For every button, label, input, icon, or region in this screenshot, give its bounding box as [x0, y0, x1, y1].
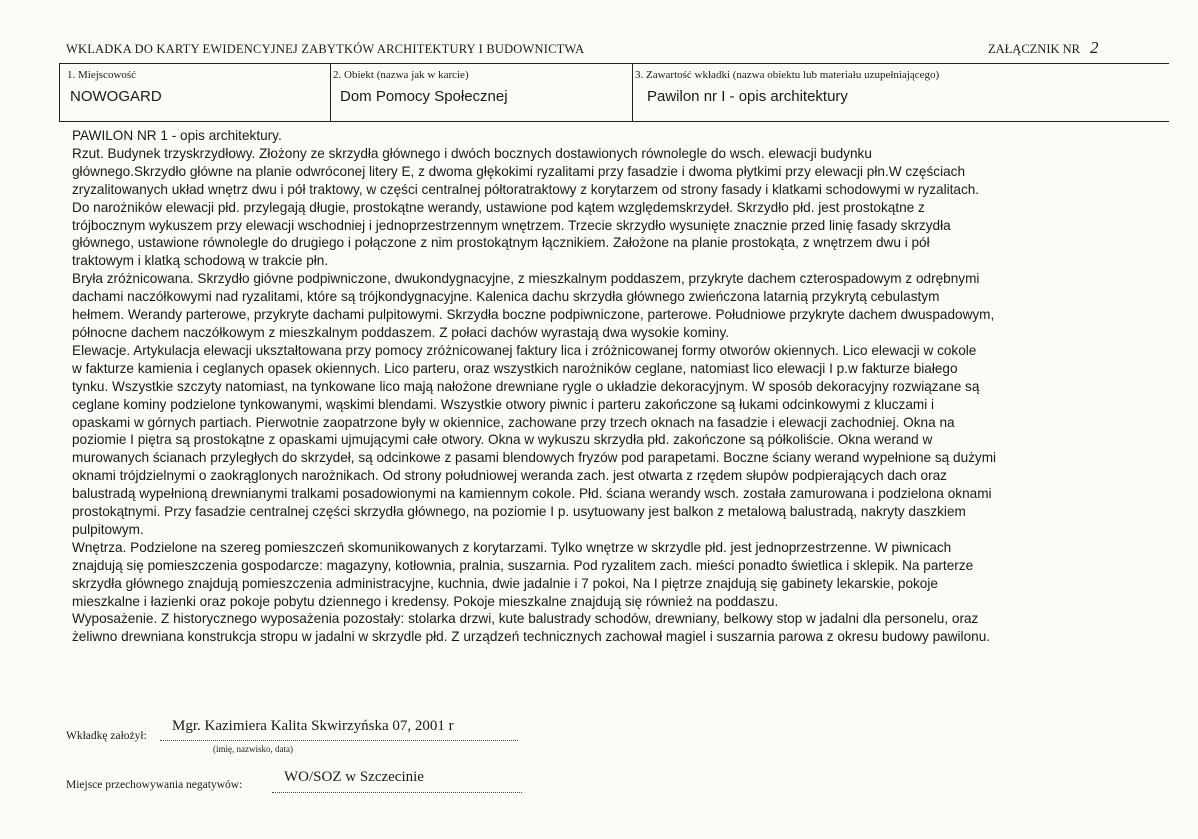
column-divider — [330, 63, 331, 121]
document-title: WKLADKA DO KARTY EWIDENCYJNEJ ZABYTKÓW ARCHITEKTURY I BUDOWNICTWA — [66, 42, 585, 56]
table-bottom-border — [59, 121, 1169, 122]
object-value: Dom Pomocy Społecznej — [340, 88, 508, 105]
negatives-value: WO/SOZ w Szczecinie — [284, 769, 424, 785]
place-label: 1. Miejscowość — [67, 69, 137, 81]
annex-number: 2 — [1090, 38, 1099, 57]
place-value: NOWOGARD — [70, 88, 162, 105]
column-divider — [59, 63, 60, 121]
negatives-dotted-line — [272, 792, 522, 793]
author-value: Mgr. Kazimiera Kalita Skwirzyńska 07, 2001 r — [172, 718, 454, 734]
object-label: 2. Obiekt (nazwa jak w karcie) — [333, 69, 469, 81]
annex-label: ZAŁĄCZNIK NR — [988, 42, 1081, 56]
column-divider — [632, 63, 633, 121]
author-dotted-line — [160, 740, 518, 741]
author-hint: (imię, nazwisko, data) — [213, 744, 293, 754]
content-label: 3. Zawartość wkładki (nazwa obiektu lub materiału uzupełniającego) — [635, 69, 940, 81]
content-value: Pawilon nr I - opis architektury — [647, 88, 848, 105]
table-top-border — [59, 63, 1169, 64]
author-label: Wkładkę założył: — [66, 730, 147, 742]
negatives-label: Miejsce przechowywania negatywów: — [66, 779, 243, 791]
annex-marker — [988, 38, 1099, 58]
architecture-description: PAWILON NR 1 - opis architektury. Rzut. Budynek trzyskrzydłowy. Złożony ze skrzydła głównego i dwóch bocznych dostawionych równolegle do wsch. elewacji budynku głównego.Skrzydło główne na planie odwróconej litery E, z dwoma głękokimi ryzalitami przy fasadzie i dwoma płytkimi przy elewacji płn.W częściach zryzalitowanych układ wnętrz dwu i pół traktowy, w części centralnej półtoratraktowy z korytarzem od strony fasady i klatkami schodowymi w ryzalitach. Do narożników elewacji płd. przylegają długie, prostokątne werandy, ustawione pod kątem względemskrzydeł. Skrzydło płd. jest prostokątne z trójbocznym wykuszem przy elewacji wschodniej i jednoprzestrzennym wnętrzem. Trzecie skrzydło wysunięte znacznie przed linię fasady skrzydła głównego, ustawione równolegle do drugiego i połączone z nim prostokątnym łącznikiem. Założone na planie prostokąta, z wnętrzem dwu i pół traktowym i klatką schodową w trakcie płn. Bryła zróżnicowana. Skrzydło gióvne podpiwniczone, dwukondygnacyjne, z mieszkalnym poddaszem, przykryte dachem czterospadowym z odrębnymi dachami naczółkowymi nad ryzalitami, które są trójkondygnacyjne. Kalenica dachu skrzydła głównego zwieńczona latarnią przykrytą cebulastym hełmem. Werandy parterowe, przykryte dachami pulpitowymi. Skrzydła boczne podpiwniczone, parterowe. Południowe przykryte dachem dwuspadowym, północne dachem naczółkowym z mieszkalnym poddaszem. Z połaci dachów wyrastają dwa wysokie kominy. Elewacje. Artykulacja elewacji ukształtowana przy pomocy zróżnicowanej faktury lica i zróżnicowanej formy otworów okiennych. Lico elewacji w cokole w fakturze kamienia i ceglanych opasek okiennych. Lico parteru, oraz wszystkich narożników ceglane, natomiast lico elewacji I p.w fakturze białego tynku. Wszystkie szczyty natomiast, na tynkowane lico mają nałożone drewniane rygle o układzie dekoracyjnym. W sposób dekoracyjny rozwiązane są ceglane kominy podzielone tynkowanymi, wąskimi blendami. Wszystkie otwory piwnic i parteru zakończone są łukami odcinkowymi z kluczami i opaskami w górnych partiach. Pierwotnie zaopatrzone były w okiennice, zachowane przy trzech oknach na fasadzie i elewacji zachodniej. Okna na poziomie I piętra są prostokątne z opaskami ujmującymi całe otwory. Okna w wykuszu skrzydła płd. zakończone są półkoliście. Okna werand w murowanych ścianach przyległych do skrzydeł, są odcinkowe z pasami blendowych fryzów pod parapetami. Boczne ściany werand wypełnione są dużymi oknami trójdzielnymi o zaokrąglonych narożnikach. Od strony południowej weranda zach. jest otwarta z rzędem słupów podpierających dach oraz balustradą wypełnioną drewnianymi tralkami posadowionymi na kamiennym cokole. Płd. ściana werandy wsch. została zamurowana i podzielona oknami prostokątnymi. Przy fasadzie centralnej części skrzydła głównego, na poziomie I p. usytuowany jest balkon z metalową balustradą, nakryty daszkiem pulpitowym. Wnętrza. Podzielone na szereg pomieszczeń skomunikowanych z korytarzami. Tylko wnętrze w skrzydle płd. jest jednoprzestrzenne. W piwnicach znajdują się pomieszczenia gospodarcze: magazyny, kotłownia, pralnia, suszarnia. Pod ryzalitem zach. mieści ponadto świetlica i sklepik. Na parterze skrzydła głównego znajdują pomieszczenia administracyjne, kuchnia, dwie jadalnie i 7 pokoi, Na I piętrze znajdują się gabinety lekarskie, pokoje mieszkalne i łazienki oraz pokoje pobytu dziennego i kredensy. Pokoje mieszkalne znajdują się również na poddaszu. Wyposażenie. Z historycznego wyposażenia pozostały: stolarka drzwi, kute balustrady schodów, drewniany, belkowy stop w jadalni dla personelu, oraz żeliwno drewniana konstrukcja stropu w jadalni w skrzydle płd. Z urządzeń technicznych zachował magiel i suszarnia parowa z okresu budowy pawilonu. — [72, 128, 997, 645]
